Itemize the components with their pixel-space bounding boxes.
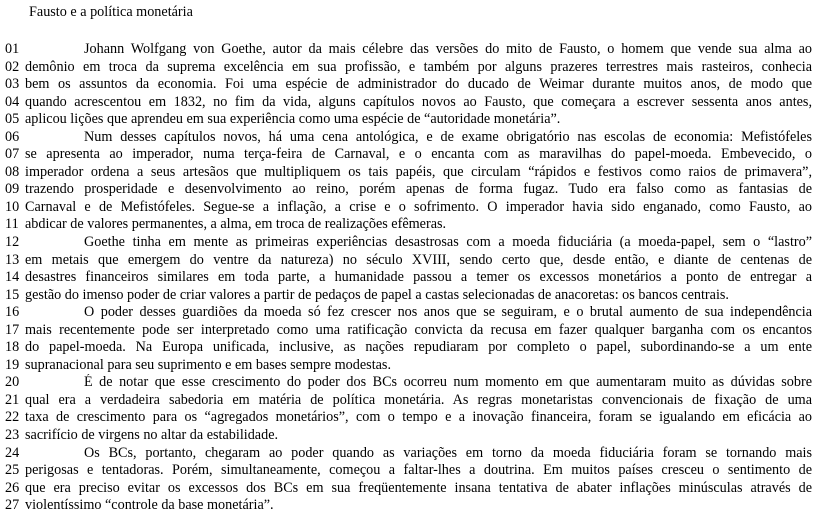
line-text: O poder desses guardiões da moeda só fez crescer nos anos que se seguiram, e o brutal aumento de sua independência [84,304,812,321]
line-text: Goethe tinha em mente as primeiras experiências desastrosas com a moeda fiduciária (a moeda-papel, sem o “lastro” [84,234,812,251]
document-title: Fausto e a política monetária [29,4,193,20]
line-number: 09 [5,181,20,198]
line-text: mais recentemente pode ser interpretado como uma ratificação convicta da recusa em fazer qualquer barganha com os encantos [25,321,812,338]
text-line [0,234,816,252]
text-line [0,111,816,129]
line-text: quando acrescentou em 1832, no fim da vida, alguns capítulos novos ao Fausto, que começara a escrever sessenta anos antes, [25,93,812,110]
line-number: 17 [5,321,20,338]
line-number: 13 [5,251,20,268]
text-line [0,216,816,234]
line-number: 06 [5,128,20,145]
line-number: 08 [5,163,20,180]
line-text: imperador ordena a seus artesãos que multipliquem os tais papéis, que circulam “rápidos e festivos como raios de primavera”, [25,163,812,180]
line-text: taxa de crescimento para os “agregados monetários”, com o tempo e a inovação financeira, foram se igualando em eficácia ao [25,409,812,426]
text-line [0,181,816,199]
line-number: 16 [5,304,20,321]
line-number: 10 [5,198,20,215]
text-line [0,392,816,410]
text-line [0,357,816,375]
line-number: 02 [5,58,20,75]
line-number: 23 [5,427,20,444]
line-text: gestão do imenso poder de criar valores a partir de pedaços de papel a castas selecionadas de anacoretas: os bancos centrais. [25,286,729,303]
line-number: 26 [5,479,20,496]
line-text: bem os assuntos da economia. Foi uma espécie de administrador do ducado de Weimar durante muitos anos, de modo que [25,76,812,93]
line-text: que era preciso evitar os excessos dos BCs em sua freqüentemente insana tentativa de abater inflações minúsculas através de [25,479,812,496]
line-text: violentíssimo “controle da base monetária”. [25,497,274,514]
line-text: sacrifício de virgens no altar da estabilidade. [25,427,279,444]
text-line [0,445,816,463]
text-line [0,129,816,147]
text-line [0,164,816,182]
line-number: 05 [5,111,20,128]
line-text: É de notar que esse crescimento do poder dos BCs ocorreu num momento em que aumentaram muito as dúvidas sobre [84,374,812,391]
text-line [0,252,816,270]
text-line [0,269,816,287]
line-number: 25 [5,462,20,479]
line-text: Johann Wolfgang von Goethe, autor da mais célebre das versões do mito de Fausto, o homem que vende sua alma ao [84,41,812,57]
text-line [0,497,816,515]
line-number: 07 [5,146,20,163]
line-text: Num desses capítulos novos, há uma cena antológica, e de exame obrigatório nas escolas de economia: Mefistófeles [84,128,812,145]
line-number: 11 [5,216,19,233]
line-number: 01 [5,41,20,57]
text-line [0,304,816,322]
text-line [0,462,816,480]
line-text: Os BCs, portanto, chegaram ao poder quando as variações em torno da moeda fiduciária foram se tornando mais [84,444,812,461]
line-number: 14 [5,269,20,286]
line-number: 22 [5,409,20,426]
text-line [0,409,816,427]
text-line [0,427,816,445]
text-line [0,322,816,340]
line-text: trazendo prosperidade e desenvolvimento ao reino, porém apenas de forma fugaz. Tudo era falso como as fantasias de [25,181,812,198]
line-text: aplicou lições que aprendeu em sua experiência como uma espécie de “autoridade monetária”. [25,111,561,128]
numbered-text-body [0,41,816,515]
line-number: 04 [5,93,20,110]
text-line [0,199,816,217]
text-line [0,76,816,94]
text-line [0,287,816,305]
text-line [0,41,816,59]
line-number: 24 [5,444,20,461]
line-number: 19 [5,356,20,373]
line-number: 12 [5,234,20,251]
line-number: 20 [5,374,20,391]
line-text: se apresenta ao imperador, numa terça-feira de Carnaval, e o encanta com as maravilhas do papel-moeda. Embevecido, o [25,146,812,163]
line-text: qual era a verdadeira sabedoria em matéria de política monetária. As regras monetaristas convencionais de fixação de uma [25,391,812,408]
text-line [0,480,816,498]
line-text: Carnaval e de Mefistófeles. Segue-se a inflação, a crise e o sofrimento. O imperador havia sido enganado, como Fausto, ao [25,198,812,215]
line-number: 27 [5,497,20,514]
line-text: em metais que emergem do ventre da natureza) no século XVIII, sendo certo que, desde então, e diante de centenas de [25,251,812,268]
line-number: 03 [5,76,20,93]
text-line [0,146,816,164]
text-line [0,59,816,77]
line-text: do papel-moeda. Na Europa unificada, inclusive, as nações repudiaram por completo o papel, subordinando-se a um ente [25,339,812,356]
line-number: 18 [5,339,20,356]
text-line [0,374,816,392]
line-text: perigosas e tentadoras. Porém, simultaneamente, começou a faltar-lhes a doutrina. Em muitos países cresceu o sentimento de [25,462,812,479]
line-text: abdicar de valores permanentes, a alma, em troca de realizações efêmeras. [25,216,447,233]
line-text: supranacional para seu suprimento e em bases sempre modestas. [25,356,392,373]
line-number: 15 [5,286,20,303]
line-text: desastres financeiros similares em toda parte, a humanidade passou a temer os excessos monetários a ponto de entregar a [25,269,812,286]
line-text: demônio em troca da suprema excelência em sua profissão, e também por alguns prazeres terrestres mais rasteiros, conhecia [25,58,812,75]
text-line [0,94,816,112]
line-number: 21 [5,391,20,408]
text-line [0,339,816,357]
